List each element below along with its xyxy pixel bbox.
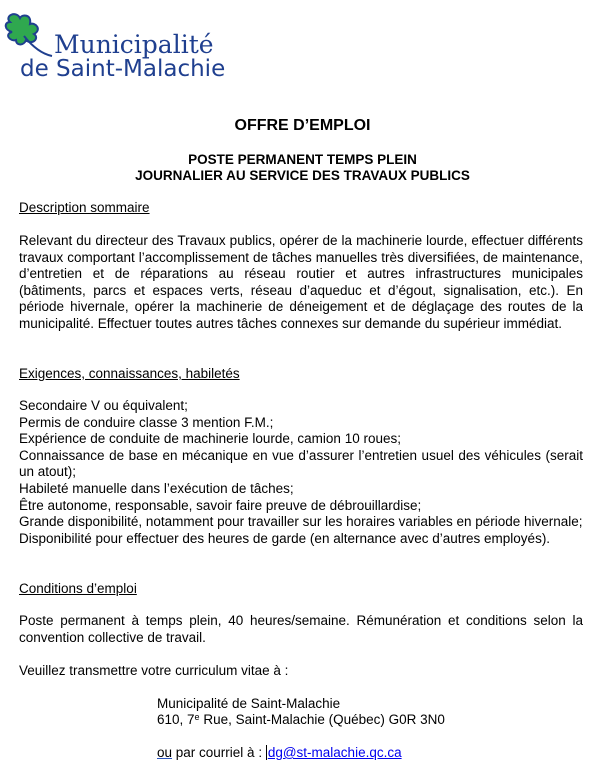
list-item: Expérience de conduite de machinerie lourde, camion 10 roues; — [19, 431, 401, 447]
address-superscript: e — [194, 712, 200, 722]
apply-intro: Veuillez transmettre votre curriculum vitae à : — [19, 663, 289, 678]
municipality-logo — [2, 12, 242, 82]
position-subtitle: JOURNALIER AU SERVICE DES TRAVAUX PUBLICS — [135, 168, 470, 183]
conditions-text: Poste permanent à temps plein, 40 heures/semaine. Rémunération et conditions selon la convention collective de travail. — [19, 613, 583, 645]
section-heading-requirements: Exigences, connaissances, habiletés — [19, 366, 240, 381]
list-item: Secondaire V ou équivalent; — [19, 398, 188, 413]
email-line — [157, 745, 402, 760]
logo-text-line2: de Saint-Malachie — [20, 56, 226, 82]
address-line1: Municipalité de Saint-Malachie — [157, 696, 341, 711]
address-line2-end: Rue, Saint-Malachie (Québec) G0R 3N0 — [199, 712, 445, 727]
or-label: ou — [157, 745, 173, 760]
requirements-list — [19, 398, 583, 547]
list-item: Grande disponibilité, notamment pour travailler sur les horaires variables en période hivernale; — [19, 514, 583, 530]
email-link[interactable]: dg@st-malachie.qc.ca — [267, 745, 402, 760]
list-item: Disponibilité pour effectuer des heures de garde (en alternance avec d’autres employés). — [19, 530, 551, 546]
list-item: Connaissance de base en mécanique en vue d’assurer l’entretien usuel des véhicules (serait un atout); — [19, 447, 583, 480]
list-item: Permis de conduire classe 3 mention F.M.; — [19, 414, 274, 430]
section-heading-conditions: Conditions d’emploi — [19, 581, 137, 596]
address-line2-start: 610, 7 — [157, 712, 195, 727]
position-subtitle: POSTE PERMANENT TEMPS PLEIN — [188, 152, 417, 167]
description-text: Relevant du directeur des Travaux publics, opérer de la machinerie lourde, effectuer différents travaux comportant l’accomplissement de tâches manuelles très diversifiées, de maintenance, d’entretien et de réparations au réseau routier et autres infrastructures municipales (bâtiments, parcs et espaces verts, réseau d’aqueduc et d’égout, signalisation, etc.). En période hivernale, opérer la machinerie de déneigement et de déglaçage des routes de la municipalité. Effectuer toutes autres tâches connexes sur demande du supérieur immédiat. — [19, 233, 583, 331]
logo-text-line1: Municipalité — [54, 30, 214, 59]
list-item: Habileté manuelle dans l’exécution de tâches; — [19, 480, 294, 496]
list-item: Être autonome, responsable, savoir faire preuve de débrouillardise; — [19, 497, 422, 513]
section-heading-description: Description sommaire — [19, 200, 150, 215]
page-title: OFFRE D’EMPLOI — [234, 117, 371, 134]
email-prefix: par courriel à : — [172, 745, 266, 760]
address-line2 — [157, 712, 445, 729]
